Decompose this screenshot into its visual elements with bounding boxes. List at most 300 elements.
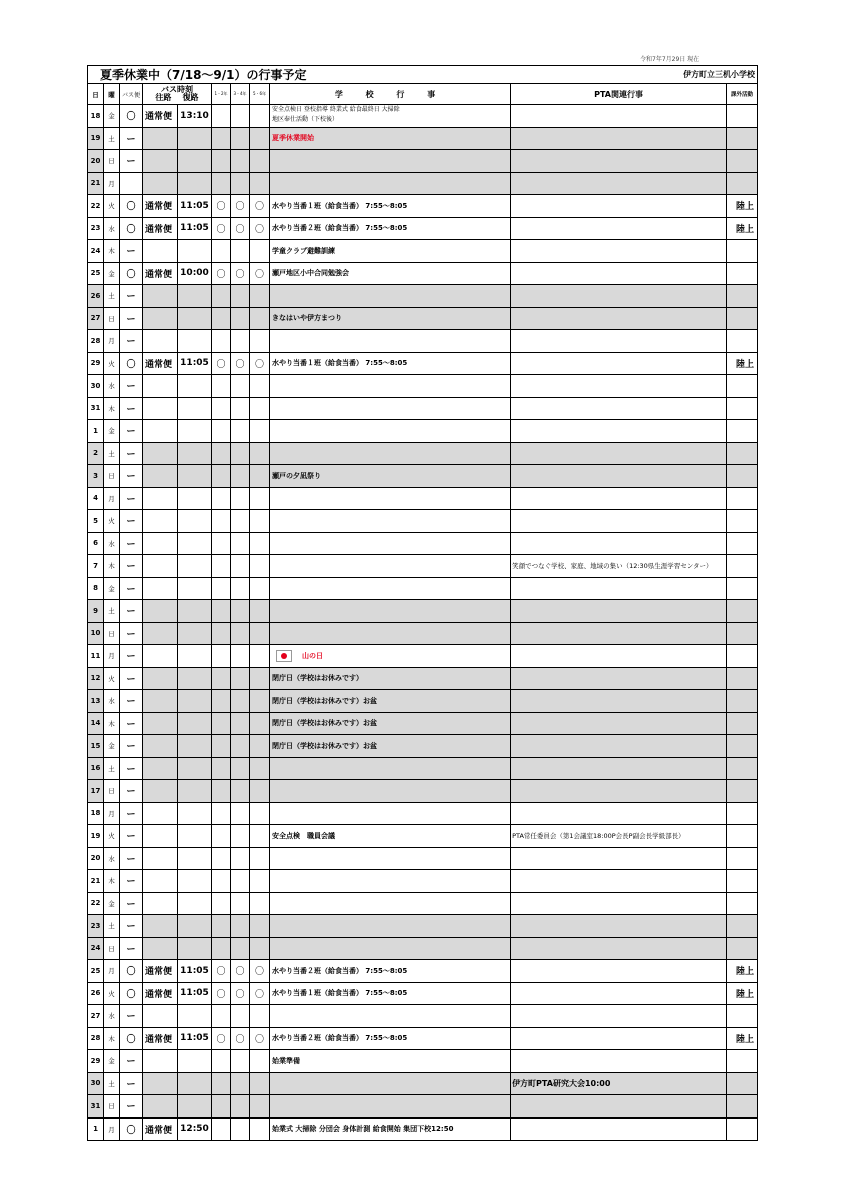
- grade12-cell: [212, 645, 231, 668]
- bus-cell: ー: [120, 375, 143, 398]
- grade12-cell: [212, 757, 231, 780]
- school-event-cell: [270, 487, 511, 510]
- pta-event-cell: [511, 487, 727, 510]
- club-activity-cell: [727, 937, 758, 960]
- table-row: [88, 600, 758, 623]
- bus-cell: 〇: [120, 195, 143, 218]
- col-bus-header: バス便: [120, 84, 143, 105]
- bus-cell: [120, 172, 143, 195]
- bus-cell: 〇: [120, 960, 143, 983]
- grade12-cell: [212, 150, 231, 173]
- outbound-cell: [143, 892, 178, 915]
- weekday-cell: 木: [104, 1027, 120, 1050]
- day-cell: 31: [88, 397, 104, 420]
- school-event-cell: [270, 937, 511, 960]
- club-activity-cell: [727, 780, 758, 803]
- grade12-cell: [212, 892, 231, 915]
- club-activity-cell: [727, 577, 758, 600]
- table-row: [88, 397, 758, 420]
- grade56-cell: [250, 802, 270, 825]
- return-cell: [178, 847, 212, 870]
- bus-cell: ー: [120, 915, 143, 938]
- school-event-cell: [270, 510, 511, 533]
- return-cell: [178, 577, 212, 600]
- grade12-cell: [212, 1118, 231, 1141]
- bus-cell: ー: [120, 510, 143, 533]
- return-cell: 10:00: [178, 262, 212, 285]
- grade34-cell: [231, 442, 250, 465]
- return-cell: [178, 150, 212, 173]
- day-cell: 20: [88, 847, 104, 870]
- table-row: [88, 330, 758, 353]
- day-cell: 25: [88, 262, 104, 285]
- table-row: [88, 825, 758, 848]
- pta-event-cell: [511, 510, 727, 533]
- outbound-cell: [143, 465, 178, 488]
- club-activity-cell: [727, 150, 758, 173]
- outbound-cell: [143, 150, 178, 173]
- outbound-cell: [143, 127, 178, 150]
- col-grade56-header: 5・6年: [250, 84, 270, 105]
- return-cell: [178, 667, 212, 690]
- day-cell: 22: [88, 195, 104, 218]
- grade56-cell: [250, 1095, 270, 1118]
- return-cell: [178, 915, 212, 938]
- table-row: [88, 937, 758, 960]
- return-cell: [178, 892, 212, 915]
- pta-event-cell: [511, 330, 727, 353]
- grade56-cell: [250, 667, 270, 690]
- outbound-cell: [143, 1095, 178, 1118]
- table-row: [88, 307, 758, 330]
- grade56-cell: [250, 600, 270, 623]
- weekday-cell: 木: [104, 555, 120, 578]
- grade12-cell: [212, 465, 231, 488]
- club-activity-cell: [727, 645, 758, 668]
- school-event-cell: [270, 892, 511, 915]
- grade12-cell: [212, 825, 231, 848]
- grade56-cell: [250, 285, 270, 308]
- grade56-cell: [250, 1118, 270, 1141]
- weekday-cell: 月: [104, 960, 120, 983]
- col-day-header: 日: [88, 84, 104, 105]
- club-activity-cell: [727, 1095, 758, 1118]
- grade56-cell: [250, 690, 270, 713]
- grade56-cell: [250, 397, 270, 420]
- grade34-cell: 〇: [231, 262, 250, 285]
- bus-cell: ー: [120, 937, 143, 960]
- school-event-cell: 瀬戸地区小中合同勉強会: [270, 262, 511, 285]
- club-activity-cell: 陸上: [727, 352, 758, 375]
- grade12-cell: [212, 577, 231, 600]
- weekday-cell: 月: [104, 1118, 120, 1141]
- club-activity-cell: [727, 757, 758, 780]
- school-event-cell: [270, 150, 511, 173]
- table-row: [88, 375, 758, 398]
- col-club-header: 課外活動: [727, 84, 758, 105]
- outbound-cell: [143, 622, 178, 645]
- bus-cell: ー: [120, 1095, 143, 1118]
- col-dow-header: 曜: [104, 84, 120, 105]
- day-cell: 14: [88, 712, 104, 735]
- outbound-cell: 通常便: [143, 217, 178, 240]
- grade34-cell: [231, 735, 250, 758]
- pta-event-cell: [511, 352, 727, 375]
- grade34-cell: 〇: [231, 982, 250, 1005]
- grade34-cell: [231, 1095, 250, 1118]
- day-cell: 27: [88, 307, 104, 330]
- bus-cell: 〇: [120, 217, 143, 240]
- bus-cell: ー: [120, 757, 143, 780]
- day-cell: 9: [88, 600, 104, 623]
- bus-cell: 〇: [120, 1118, 143, 1141]
- table-row: [88, 150, 758, 173]
- club-activity-cell: 陸上: [727, 960, 758, 983]
- pta-event-cell: PTA常任委員会（第1会議室18:00P会長P副会長学級部長）: [511, 825, 727, 848]
- grade34-cell: [231, 690, 250, 713]
- grade12-cell: [212, 127, 231, 150]
- weekday-cell: 木: [104, 397, 120, 420]
- bus-cell: ー: [120, 307, 143, 330]
- day-cell: 17: [88, 780, 104, 803]
- table-row: [88, 780, 758, 803]
- table-row: [88, 105, 758, 128]
- school-event-cell: [270, 1095, 511, 1118]
- grade12-cell: [212, 105, 231, 128]
- weekday-cell: 火: [104, 982, 120, 1005]
- return-cell: [178, 487, 212, 510]
- return-cell: [178, 870, 212, 893]
- table-row: [88, 757, 758, 780]
- return-cell: 11:05: [178, 217, 212, 240]
- grade34-cell: [231, 1072, 250, 1095]
- day-cell: 11: [88, 645, 104, 668]
- outbound-cell: [143, 915, 178, 938]
- grade34-cell: [231, 375, 250, 398]
- pta-event-cell: 笑顔でつなぐ学校、家庭、地域の集い（12:30県生涯学習センター）: [511, 555, 727, 578]
- header-row: [88, 84, 758, 105]
- grade34-cell: 〇: [231, 1027, 250, 1050]
- weekday-cell: 水: [104, 217, 120, 240]
- grade56-cell: 〇: [250, 262, 270, 285]
- outbound-cell: [143, 1005, 178, 1028]
- return-cell: [178, 735, 212, 758]
- table-row: [88, 960, 758, 983]
- club-activity-cell: [727, 285, 758, 308]
- grade34-cell: [231, 600, 250, 623]
- club-activity-cell: [727, 600, 758, 623]
- club-activity-cell: [727, 262, 758, 285]
- day-cell: 1: [88, 1118, 104, 1141]
- table-row: [88, 285, 758, 308]
- return-cell: [178, 825, 212, 848]
- table-row: [88, 240, 758, 263]
- grade12-cell: 〇: [212, 262, 231, 285]
- grade12-cell: [212, 1072, 231, 1095]
- outbound-cell: [143, 757, 178, 780]
- return-cell: 11:05: [178, 1027, 212, 1050]
- school-event-cell: きなはいや伊方まつり: [270, 307, 511, 330]
- bus-cell: ー: [120, 330, 143, 353]
- return-cell: [178, 622, 212, 645]
- school-event-line: 地区奉仕活動（下校後）: [272, 116, 339, 123]
- pta-event-cell: [511, 532, 727, 555]
- club-activity-cell: [727, 667, 758, 690]
- club-activity-cell: [727, 127, 758, 150]
- grade12-cell: [212, 937, 231, 960]
- return-cell: 11:05: [178, 982, 212, 1005]
- table-row: [88, 847, 758, 870]
- pta-event-cell: [511, 577, 727, 600]
- school-event-cell: [270, 172, 511, 195]
- bus-cell: ー: [120, 622, 143, 645]
- grade56-cell: [250, 307, 270, 330]
- pta-event-cell: [511, 960, 727, 983]
- day-cell: 18: [88, 802, 104, 825]
- grade34-cell: [231, 667, 250, 690]
- table-row: [88, 442, 758, 465]
- grade56-cell: 〇: [250, 960, 270, 983]
- grade12-cell: [212, 375, 231, 398]
- grade34-cell: [231, 712, 250, 735]
- bus-cell: ー: [120, 735, 143, 758]
- school-event-cell: [270, 915, 511, 938]
- club-activity-cell: [727, 690, 758, 713]
- grade34-cell: [231, 1005, 250, 1028]
- bus-cell: ー: [120, 442, 143, 465]
- school-event-cell: 閉庁日（学校はお休みです）お盆: [270, 690, 511, 713]
- school-event-cell: [270, 645, 511, 668]
- school-event-cell: [270, 1072, 511, 1095]
- school-event-cell: 水やり当番２班（給食当番） 7:55～8:05: [270, 1027, 511, 1050]
- grade34-cell: [231, 465, 250, 488]
- grade12-cell: 〇: [212, 352, 231, 375]
- grade34-cell: [231, 150, 250, 173]
- outbound-cell: [143, 510, 178, 533]
- weekday-cell: 土: [104, 757, 120, 780]
- club-activity-cell: [727, 397, 758, 420]
- return-cell: [178, 600, 212, 623]
- weekday-cell: 水: [104, 532, 120, 555]
- day-cell: 8: [88, 577, 104, 600]
- grade12-cell: [212, 172, 231, 195]
- school-event-cell: 始業式 大掃除 分団会 身体計測 給食開始 集団下校12:50: [270, 1118, 511, 1141]
- return-cell: [178, 780, 212, 803]
- day-cell: 28: [88, 1027, 104, 1050]
- day-cell: 27: [88, 1005, 104, 1028]
- pta-event-cell: [511, 217, 727, 240]
- outbound-cell: [143, 307, 178, 330]
- pta-event-cell: [511, 442, 727, 465]
- school-event-cell: [270, 870, 511, 893]
- outbound-cell: [143, 487, 178, 510]
- grade34-cell: [231, 555, 250, 578]
- holiday-label: 山の日: [302, 651, 323, 660]
- bus-cell: 〇: [120, 105, 143, 128]
- pta-event-cell: [511, 600, 727, 623]
- school-event-cell: 始業準備: [270, 1050, 511, 1073]
- table-row: [88, 532, 758, 555]
- bus-cell: 〇: [120, 1027, 143, 1050]
- grade12-cell: [212, 397, 231, 420]
- grade12-cell: [212, 510, 231, 533]
- day-cell: 15: [88, 735, 104, 758]
- grade56-cell: [250, 645, 270, 668]
- outbound-cell: [143, 172, 178, 195]
- pta-event-cell: [511, 172, 727, 195]
- day-cell: 21: [88, 172, 104, 195]
- club-activity-cell: [727, 1118, 758, 1141]
- day-cell: 29: [88, 1050, 104, 1073]
- grade12-cell: [212, 240, 231, 263]
- grade34-cell: [231, 532, 250, 555]
- weekday-cell: 木: [104, 712, 120, 735]
- club-activity-cell: [727, 510, 758, 533]
- pta-event-cell: [511, 802, 727, 825]
- title-row: [88, 66, 758, 84]
- weekday-cell: 日: [104, 780, 120, 803]
- pta-event-cell: [511, 667, 727, 690]
- grade12-cell: [212, 1050, 231, 1073]
- return-cell: 12:50: [178, 1118, 212, 1141]
- grade56-cell: [250, 1072, 270, 1095]
- weekday-cell: 金: [104, 262, 120, 285]
- grade34-cell: [231, 105, 250, 128]
- pta-event-cell: [511, 757, 727, 780]
- return-cell: [178, 1005, 212, 1028]
- grade56-cell: [250, 442, 270, 465]
- grade56-cell: [250, 780, 270, 803]
- weekday-cell: 木: [104, 870, 120, 893]
- day-cell: 23: [88, 217, 104, 240]
- weekday-cell: 水: [104, 847, 120, 870]
- grade12-cell: [212, 487, 231, 510]
- grade34-cell: [231, 780, 250, 803]
- table-row: [88, 172, 758, 195]
- weekday-cell: 月: [104, 487, 120, 510]
- club-activity-cell: [727, 825, 758, 848]
- day-cell: 21: [88, 870, 104, 893]
- table-row: [88, 622, 758, 645]
- return-cell: [178, 397, 212, 420]
- pta-event-cell: [511, 1050, 727, 1073]
- weekday-cell: 木: [104, 240, 120, 263]
- bus-cell: ー: [120, 555, 143, 578]
- club-activity-cell: [727, 735, 758, 758]
- weekday-cell: 火: [104, 510, 120, 533]
- return-cell: [178, 465, 212, 488]
- grade12-cell: [212, 667, 231, 690]
- grade12-cell: [212, 1005, 231, 1028]
- page-title: 夏季休業中（7/18～9/1）の行事予定: [88, 66, 511, 84]
- day-cell: 13: [88, 690, 104, 713]
- outbound-cell: [143, 667, 178, 690]
- grade12-cell: [212, 622, 231, 645]
- pta-event-cell: [511, 870, 727, 893]
- table-row: [88, 555, 758, 578]
- col-grade34-header: 3・4年: [231, 84, 250, 105]
- bus-time-label: バス時刻: [161, 85, 193, 94]
- table-row: [88, 217, 758, 240]
- bus-cell: ー: [120, 892, 143, 915]
- col-pta-header: PTA関連行事: [511, 84, 727, 105]
- table-row: [88, 127, 758, 150]
- return-cell: [178, 532, 212, 555]
- outbound-cell: 通常便: [143, 1118, 178, 1141]
- grade34-cell: [231, 307, 250, 330]
- school-event-cell: 学童クラブ避難訓練: [270, 240, 511, 263]
- pta-event-cell: [511, 375, 727, 398]
- grade56-cell: [250, 240, 270, 263]
- pta-event-cell: [511, 645, 727, 668]
- day-cell: 28: [88, 330, 104, 353]
- school-event-cell: 水やり当番２班（給食当番） 7:55～8:05: [270, 217, 511, 240]
- day-cell: 3: [88, 465, 104, 488]
- pta-event-cell: [511, 735, 727, 758]
- weekday-cell: 火: [104, 667, 120, 690]
- grade12-cell: [212, 915, 231, 938]
- bus-cell: ー: [120, 645, 143, 668]
- day-cell: 30: [88, 1072, 104, 1095]
- weekday-cell: 土: [104, 285, 120, 308]
- return-cell: [178, 690, 212, 713]
- pta-event-cell: [511, 195, 727, 218]
- pta-event-cell: [511, 622, 727, 645]
- grade12-cell: [212, 712, 231, 735]
- grade56-cell: [250, 757, 270, 780]
- weekday-cell: 水: [104, 375, 120, 398]
- club-activity-cell: [727, 420, 758, 443]
- grade34-cell: [231, 510, 250, 533]
- bus-cell: ー: [120, 847, 143, 870]
- outbound-cell: [143, 825, 178, 848]
- club-activity-cell: [727, 105, 758, 128]
- outbound-cell: [143, 645, 178, 668]
- outbound-cell: [143, 577, 178, 600]
- grade34-cell: [231, 645, 250, 668]
- school-event-cell: 水やり当番１班（給食当番） 7:55～8:05: [270, 195, 511, 218]
- grade34-cell: [231, 285, 250, 308]
- table-row: [88, 195, 758, 218]
- grade56-cell: [250, 1005, 270, 1028]
- outbound-cell: 通常便: [143, 262, 178, 285]
- school-event-cell: [270, 397, 511, 420]
- outbound-cell: [143, 442, 178, 465]
- grade34-cell: [231, 847, 250, 870]
- bus-cell: ー: [120, 240, 143, 263]
- grade56-cell: 〇: [250, 982, 270, 1005]
- table-row: [88, 1118, 758, 1141]
- day-cell: 23: [88, 915, 104, 938]
- grade12-cell: 〇: [212, 217, 231, 240]
- bus-cell: ー: [120, 825, 143, 848]
- return-cell: 11:05: [178, 352, 212, 375]
- weekday-cell: 水: [104, 1005, 120, 1028]
- weekday-cell: 金: [104, 735, 120, 758]
- weekday-cell: 日: [104, 150, 120, 173]
- weekday-cell: 金: [104, 1050, 120, 1073]
- pta-event-cell: [511, 127, 727, 150]
- grade56-cell: 〇: [250, 1027, 270, 1050]
- return-cell: [178, 1072, 212, 1095]
- return-cell: [178, 307, 212, 330]
- grade56-cell: [250, 825, 270, 848]
- grade34-cell: [231, 870, 250, 893]
- table-row: [88, 262, 758, 285]
- grade56-cell: [250, 420, 270, 443]
- bus-time-sub-label: [143, 94, 211, 102]
- return-cell: [178, 285, 212, 308]
